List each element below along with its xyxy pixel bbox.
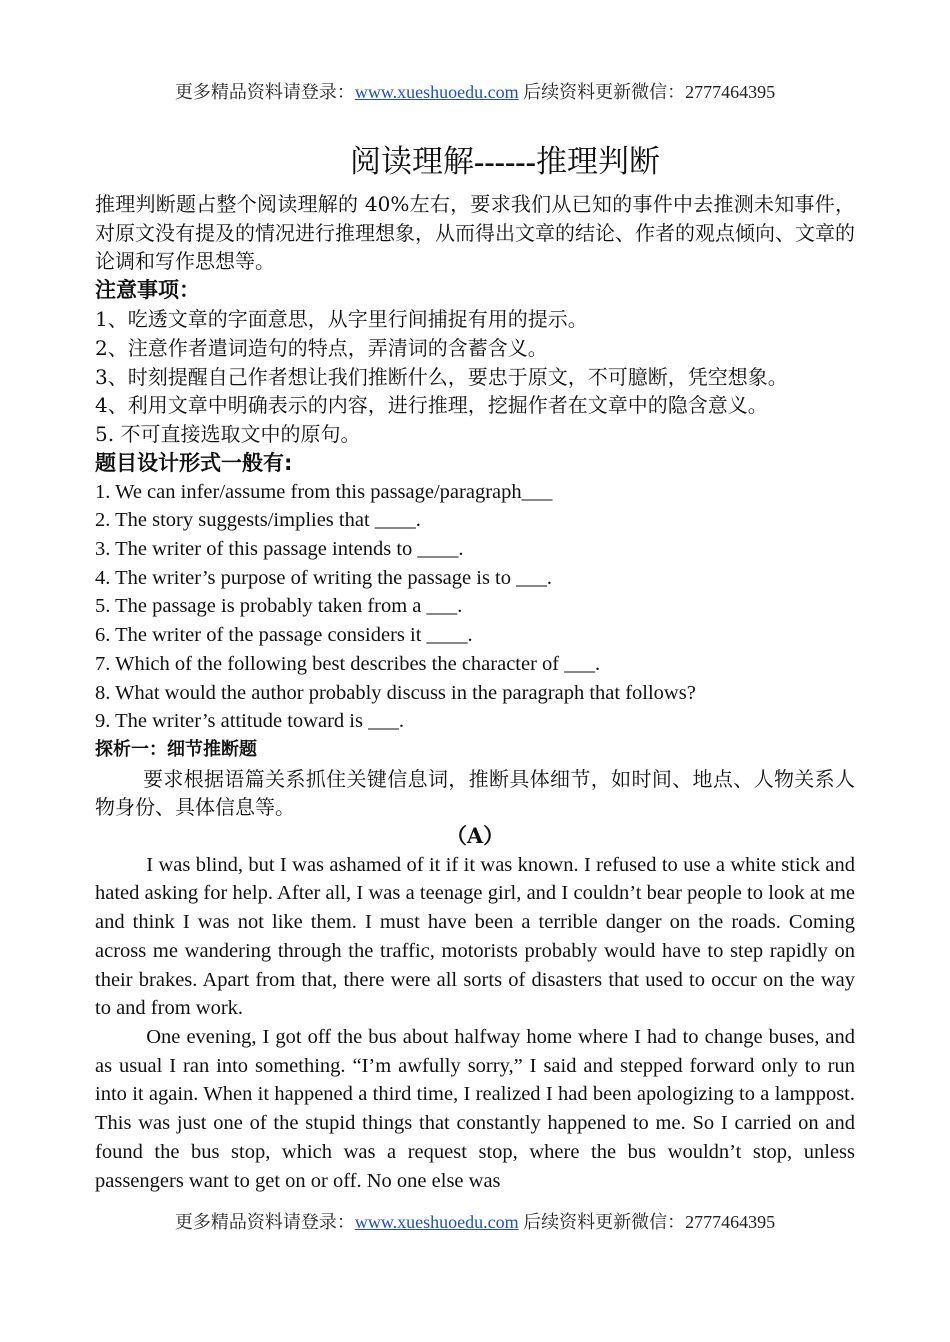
list-item: 2. The story suggests/implies that ____.	[95, 509, 421, 532]
notes-list	[95, 305, 855, 449]
list-item: 3、时刻提醒自己作者想让我们推断什么，要忠于原文，不可臆断，凭空想象。	[95, 364, 788, 389]
footer-suffix: 后续资料更新微信：2777464395	[518, 1212, 776, 1232]
header-suffix: 后续资料更新微信：2777464395	[518, 82, 776, 102]
analysis-heading: 探析一：细节推断题	[95, 738, 257, 760]
header-prefix: 更多精品资料请登录：	[174, 82, 355, 102]
page-footer	[0, 1208, 950, 1234]
passage-paragraph: I was blind, but I was ashamed of it if it was known. I refused to use a white stick and hated asking for help. After all, I was a teenage girl, and I couldn’t bear people to look at me and think I was not like them. I must have been a terrible danger on the roads. Coming across me wandering through the traffic, motorists probably would have to step rapidly on their brakes. Apart from that, there were all sorts of disasters that used to occur on the way to and from work.	[95, 853, 855, 1020]
list-item: 8. What would the author probably discuss in the paragraph that follows?	[95, 681, 696, 704]
footer-prefix: 更多精品资料请登录：	[174, 1212, 355, 1232]
analysis-body: 要求根据语篇关系抓住关键信息词，推断具体细节，如时间、地点、人物关系人物身份、具体信息等。	[95, 766, 855, 820]
list-item: 4、利用文章中明确表示的内容，进行推理，挖掘作者在文章中的隐含意义。	[95, 393, 768, 418]
title-right: 推理判断	[535, 144, 660, 180]
title-left: 阅读理解	[350, 144, 475, 180]
header-website-link[interactable]: www.xueshuoedu.com	[354, 82, 519, 102]
list-item: 4. The writer’s purpose of writing the passage is to ___.	[95, 566, 552, 589]
footer-website-link[interactable]: www.xueshuoedu.com	[354, 1212, 519, 1232]
list-item: 7. Which of the following best describes the character of ___.	[95, 652, 601, 675]
intro-paragraph: 推理判断题占整个阅读理解的 40%左右，要求我们从已知的事件中去推测未知事件，对原文没有提及的情况进行推理想象，从而得出文章的结论、作者的观点倾向、文章的论调和写作思想等。	[95, 192, 855, 274]
page-header	[0, 78, 950, 104]
passage-paragraph: One evening, I got off the bus about halfway home where I had to change buses, and as usual I ran into something. “I’m awfully sorry,” I said and stepped forward only to run into it again. When it happened a third time, I realized I had been apologizing to a lamppost. This was just one of the stupid things that constantly happened to me. So I carried on and found the bus stop, which was a request stop, where the bus wouldn’t stop, unless passengers want to get on or off. No one else was	[95, 1025, 855, 1192]
list-item: 2、注意作者遣词造句的特点，弄清词的含蓄含义。	[95, 335, 548, 360]
passage-label: （A）	[445, 823, 505, 849]
forms-list	[95, 478, 855, 736]
list-item: 5. The passage is probably taken from a ___.	[95, 595, 463, 618]
notes-heading: 注意事项：	[95, 278, 200, 303]
page-title	[95, 140, 855, 184]
document-body	[95, 140, 855, 1195]
list-item: 1、吃透文章的字面意思，从字里行间捕捉有用的提示。	[95, 307, 588, 332]
list-item: 3. The writer of this passage intends to ____.	[95, 538, 464, 561]
list-item: 1. We can infer/assume from this passage/paragraph___	[95, 480, 553, 503]
forms-heading: 题目设计形式一般有:	[95, 450, 293, 475]
list-item: 5. 不可直接选取文中的原句。	[95, 421, 361, 446]
title-dashes: ------	[474, 144, 536, 179]
list-item: 9. The writer’s attitude toward is ___.	[95, 710, 404, 733]
list-item: 6. The writer of the passage considers it ____.	[95, 624, 473, 647]
